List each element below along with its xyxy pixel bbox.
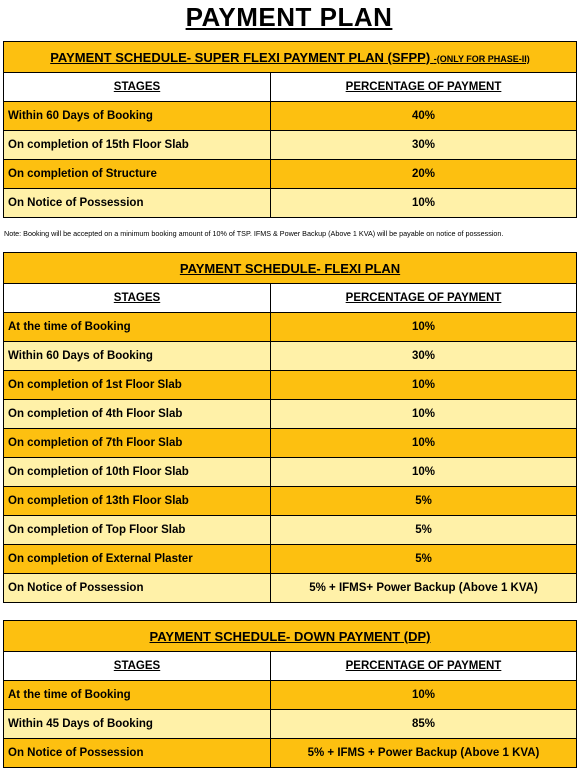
percentage-cell: 5% + IFMS+ Power Backup (Above 1 KVA) [271,574,577,603]
percentage-cell: 5% + IFMS + Power Backup (Above 1 KVA) [271,739,577,768]
dp-col-percentage: PERCENTAGE OF PAYMENT [271,652,577,681]
table-row [4,102,577,131]
percentage-cell: 30% [271,342,577,371]
booking-note: Note: Booking will be accepted on a minimum booking amount of 10% of TSP. IFMS & Power Backup (Above 1 KVA) will be payable on notice of possession. [4,229,504,238]
table-row [4,516,577,545]
table-row [4,710,577,739]
table-row [4,131,577,160]
flexi-column-header-row [4,284,577,313]
percentage-cell: 10% [271,313,577,342]
stage-cell: On Notice of Possession [4,574,271,603]
table-row [4,681,577,710]
table-row [4,574,577,603]
stage-cell: On completion of 15th Floor Slab [4,131,271,160]
percentage-cell: 10% [271,458,577,487]
table-row [4,487,577,516]
stage-cell: On Notice of Possession [4,189,271,218]
sfpp-heading-row [4,42,577,73]
flexi-heading-row [4,253,577,284]
dp-schedule-table [3,620,577,768]
percentage-cell: 30% [271,131,577,160]
table-row [4,429,577,458]
sfpp-heading-text: PAYMENT SCHEDULE- SUPER FLEXI PAYMENT PLAN (SFPP) [50,49,431,65]
stage-cell: On completion of External Plaster [4,545,271,574]
stage-cell: At the time of Booking [4,313,271,342]
stage-cell: On completion of 1st Floor Slab [4,371,271,400]
table-row [4,458,577,487]
percentage-cell: 20% [271,160,577,189]
stage-cell: On completion of 4th Floor Slab [4,400,271,429]
sfpp-heading [4,42,577,73]
sfpp-heading-suffix: -(ONLY FOR PHASE-II) [433,53,530,64]
stage-cell: On completion of 7th Floor Slab [4,429,271,458]
table-row [4,371,577,400]
page-title: PAYMENT PLAN [185,2,393,32]
dp-heading: PAYMENT SCHEDULE- DOWN PAYMENT (DP) [4,621,577,652]
percentage-cell: 5% [271,545,577,574]
dp-heading-row [4,621,577,652]
stage-cell: Within 60 Days of Booking [4,342,271,371]
table-row [4,342,577,371]
percentage-cell: 85% [271,710,577,739]
percentage-cell: 10% [271,189,577,218]
table-row [4,739,577,768]
sfpp-col-stages: STAGES [4,73,271,102]
sfpp-schedule-table [3,41,577,218]
stage-cell: On completion of 13th Floor Slab [4,487,271,516]
percentage-cell: 40% [271,102,577,131]
percentage-cell: 10% [271,681,577,710]
flexi-col-percentage: PERCENTAGE OF PAYMENT [271,284,577,313]
flexi-heading: PAYMENT SCHEDULE- FLEXI PLAN [4,253,577,284]
stage-cell: On Notice of Possession [4,739,271,768]
sfpp-col-percentage: PERCENTAGE OF PAYMENT [271,73,577,102]
stage-cell: Within 45 Days of Booking [4,710,271,739]
dp-column-header-row [4,652,577,681]
stage-cell: On completion of Top Floor Slab [4,516,271,545]
flexi-col-stages: STAGES [4,284,271,313]
stage-cell: On completion of 10th Floor Slab [4,458,271,487]
percentage-cell: 5% [271,516,577,545]
flexi-schedule-table [3,252,577,603]
table-row [4,160,577,189]
percentage-cell: 10% [271,429,577,458]
percentage-cell: 10% [271,400,577,429]
table-row [4,189,577,218]
percentage-cell: 10% [271,371,577,400]
dp-col-stages: STAGES [4,652,271,681]
stage-cell: Within 60 Days of Booking [4,102,271,131]
percentage-cell: 5% [271,487,577,516]
sfpp-column-header-row [4,73,577,102]
stage-cell: At the time of Booking [4,681,271,710]
table-row [4,545,577,574]
table-row [4,400,577,429]
table-row [4,313,577,342]
stage-cell: On completion of Structure [4,160,271,189]
